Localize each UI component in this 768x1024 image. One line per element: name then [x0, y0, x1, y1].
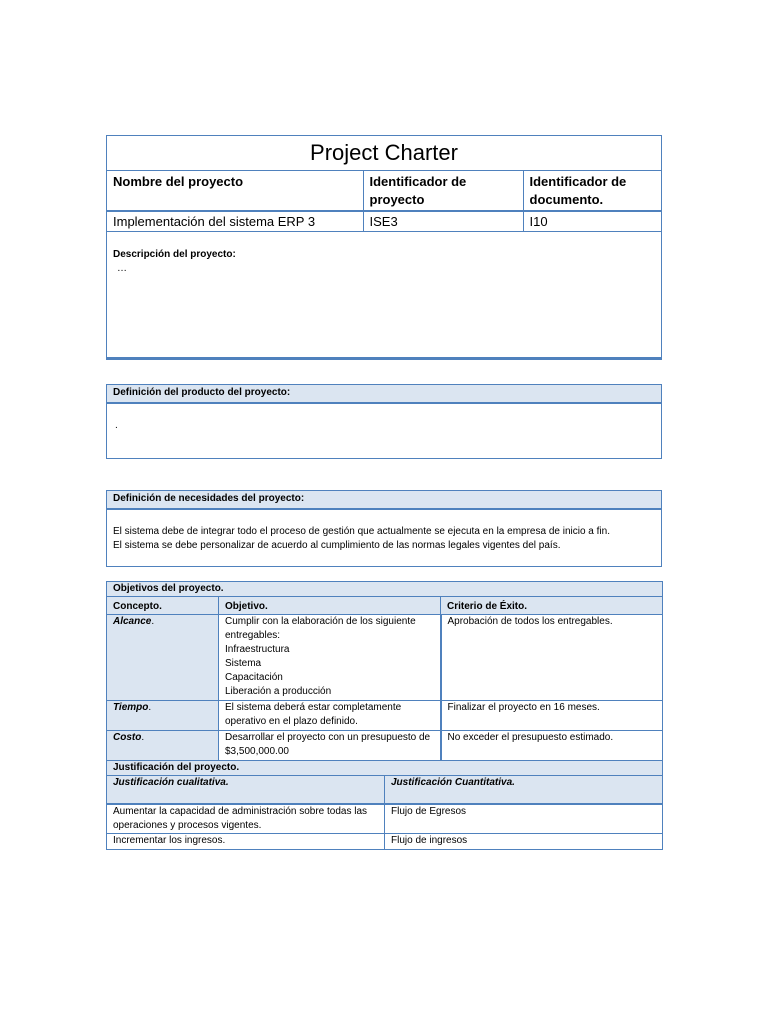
producto-box — [106, 384, 662, 459]
objetivo-alcance — [219, 615, 441, 701]
objetivo-alcance-line: Liberación a producción — [225, 686, 332, 697]
objetivo-alcance-line: Cumplir con la elaboración de los siguiente entregables: — [225, 616, 416, 641]
project-id-table — [107, 171, 661, 232]
concepto-costo-label: Costo — [113, 732, 142, 743]
col-objetivo: Objetivo. — [219, 597, 441, 615]
producto-label: Definición del producto del proyecto: — [107, 385, 661, 404]
justificacion-table — [106, 760, 663, 850]
necesidades-line-2: El sistema se debe personalizar de acuerdo al cumplimiento de las normas legales vigentes del país. — [113, 540, 561, 551]
value-nombre: Implementación del sistema ERP 3 — [107, 211, 363, 232]
header-id-proyecto: Identificador de proyecto — [363, 171, 523, 211]
objetivo-alcance-line: Infraestructura — [225, 644, 290, 655]
concepto-tiempo-label: Tiempo — [113, 702, 149, 713]
descripcion-section — [107, 232, 661, 276]
concepto-costo: Costo. — [107, 731, 219, 761]
col-concepto: Concepto. — [107, 597, 219, 615]
project-charter-box — [106, 135, 662, 360]
objetivo-costo: Desarrollar el proyecto con un presupuesto de $3,500,000.00 — [219, 731, 441, 761]
cuantitativa-row-1: Flujo de Egresos — [385, 804, 663, 834]
col-criterio: Criterio de Éxito. — [441, 597, 663, 615]
producto-value: . — [115, 420, 118, 431]
concepto-alcance-label: Alcance — [113, 616, 152, 627]
criterio-costo: No exceder el presupuesto estimado. — [441, 731, 663, 761]
divider — [107, 357, 661, 359]
page-title: Project Charter — [107, 136, 661, 171]
criterio-tiempo: Finalizar el proyecto en 16 meses. — [441, 701, 663, 731]
value-id-documento: I10 — [523, 211, 661, 232]
objetivo-tiempo: El sistema deberá estar completamente operativo en el plazo definido. — [219, 701, 441, 731]
necesidades-box — [106, 490, 662, 567]
header-id-documento: Identificador de documento. — [523, 171, 661, 211]
necesidades-line-1: El sistema debe de integrar todo el proceso de gestión que actualmente se ejecuta en la empresa de inicio a fin. — [113, 526, 610, 537]
necesidades-label: Definición de necesidades del proyecto: — [107, 491, 661, 510]
col-cualitativa: Justificación cualitativa. — [107, 776, 385, 804]
objetivo-alcance-line: Capacitación — [225, 672, 283, 683]
objetivos-title: Objetivos del proyecto. — [107, 582, 663, 597]
concepto-alcance: Alcance. — [107, 615, 219, 701]
descripcion-value: … — [117, 263, 127, 274]
col-cuantitativa: Justificación Cuantitativa. — [385, 776, 663, 804]
cualitativa-row-2: Incrementar los ingresos. — [107, 834, 385, 850]
concepto-tiempo: Tiempo. — [107, 701, 219, 731]
descripcion-label: Descripción del proyecto: — [113, 249, 236, 260]
cualitativa-row-1: Aumentar la capacidad de administración sobre todas las operaciones y procesos vigentes. — [107, 804, 385, 834]
criterio-alcance: Aprobación de todos los entregables. — [441, 615, 663, 701]
cuantitativa-row-2: Flujo de ingresos — [385, 834, 663, 850]
value-id-proyecto: ISE3 — [363, 211, 523, 232]
header-nombre: Nombre del proyecto — [107, 171, 363, 211]
objetivos-table — [106, 581, 663, 761]
necesidades-text — [107, 510, 661, 553]
objetivos-table-wrap — [106, 581, 662, 850]
objetivo-alcance-line: Sistema — [225, 658, 262, 669]
justificacion-title: Justificación del proyecto. — [107, 761, 663, 776]
